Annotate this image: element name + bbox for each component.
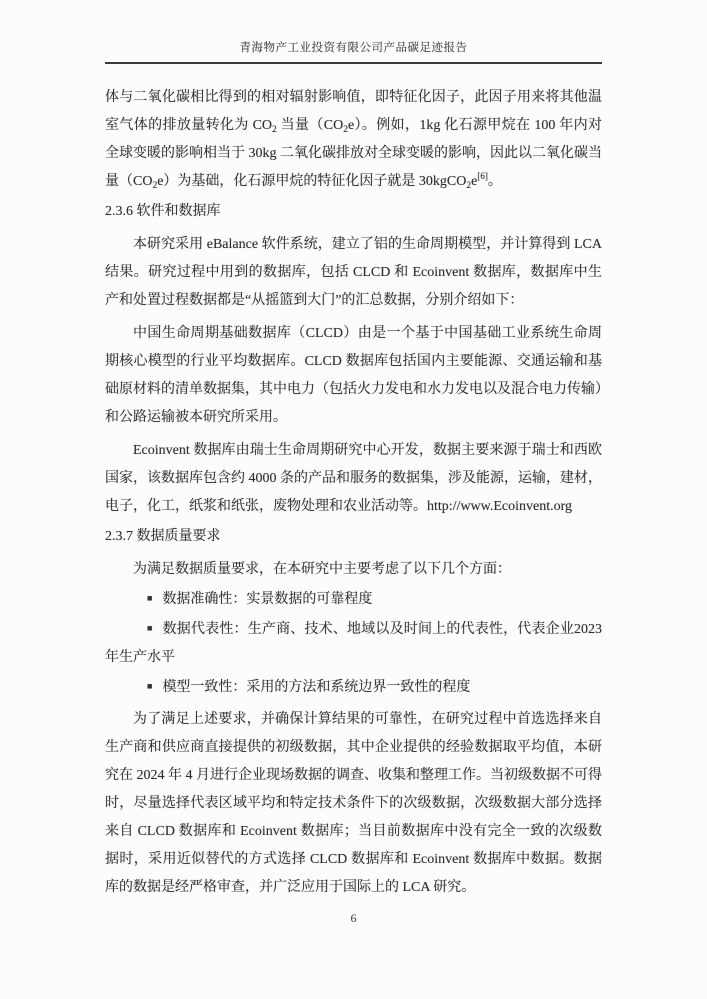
- section-heading-2-3-6: 2.3.6 软件和数据库: [105, 204, 221, 219]
- list-item-text: 数据代表性：生产商、技术、地域以及时间上的代表性，代表企业2023年生产水平: [105, 622, 603, 665]
- page-header: [105, 41, 602, 64]
- report-title: 青海物产工业投资有限公司产品碳足迹报告: [239, 42, 468, 54]
- paragraph-data-selection: 为了满足上述要求，并确保计算结果的可靠性，在研究过程中首选选择来自生产商和供应商直接提供的初级数据，其中企业提供的经验数据取平均值，本研究在 2024 年 4 月进行企业现场数据的调查、收集和整理工作。当初级数据不可得时，尽量选择代表区域平均和特定技术条件下的次级数据，次级数据大部分选择来自 CLCD 数据库和 Ecoinvent 数据库；当目前数据库中没有完全一致的次级数据时，采用近似替代的方式选择 CLCD 数据库和 Ecoinvent 数据库中数据。数据库的数据是经严格审查，并广泛应用于国际上的 LCA 研究。: [105, 712, 602, 895]
- paragraph-characterization-factor: 体与二氧化碳相比得到的相对辐射影响值，即特征化因子，此因子用来将其他温室气体的排放量转化为 $CO_2$ 当量$(CO_2e)$。例如，1kg 化石源甲烷在 100 年内对全球变暖的影响相当于 30kg 二氧化碳排放对全球变暖的影响，因此以二氧化碳当量$(CO_2e)$为基础，化石源甲烷的特征化因子就是 30kgCO$_2$e[6]。: [105, 90, 602, 191]
- bullet-square-icon: ■: [147, 623, 153, 633]
- bullet-square-icon: ■: [147, 593, 153, 603]
- document-body: [105, 84, 602, 902]
- page-footer: [0, 911, 707, 926]
- list-item-model-consistency: [105, 672, 602, 702]
- paragraph-ebalance-software: 本研究采用 eBalance 软件系统，建立了铝的生命周期模型，并计算得到 LCA 结果。研究过程中用到的数据库，包括 CLCD 和 Ecoinvent 数据库，数据库中生产和处置过程数据都是“从摇篮到大门”的汇总数据，分别介绍如下：: [105, 237, 602, 308]
- list-item-data-accuracy: [105, 584, 602, 614]
- page-number: 6: [350, 911, 357, 925]
- paragraph-clcd-database: 中国生命周期基础数据库（CLCD）由是一个基于中国基础工业系统生命周期核心模型的行业平均数据库。CLCD 数据库包括国内主要能源、交通运输和基础原材料的清单数据集，其中电力（包括火力发电和水力发电以及混合电力传输）和公路运输被本研究所采用。: [105, 326, 602, 425]
- section-heading-2-3-7: 2.3.7 数据质量要求: [105, 529, 221, 544]
- list-item-text: 数据准确性：实景数据的可靠程度: [162, 592, 373, 607]
- paragraph-data-quality-lead: 为满足数据质量要求，在本研究中主要考虑了以下几个方面：: [133, 562, 511, 577]
- bullet-square-icon: ■: [147, 681, 153, 691]
- list-item-data-representativeness: [105, 614, 602, 672]
- list-item-text: 模型一致性：采用的方法和系统边界一致性的程度: [162, 680, 471, 695]
- paragraph-ecoinvent-database: Ecoinvent 数据库由瑞士生命周期研究中心开发，数据主要来源于瑞士和西欧国家，该数据库包含约 4000 条的产品和服务的数据集，涉及能源，运输，建材，电子，化工，纸浆和纸张，废物处理和农业活动等。http://www.Ecoinvent.org: [105, 443, 602, 514]
